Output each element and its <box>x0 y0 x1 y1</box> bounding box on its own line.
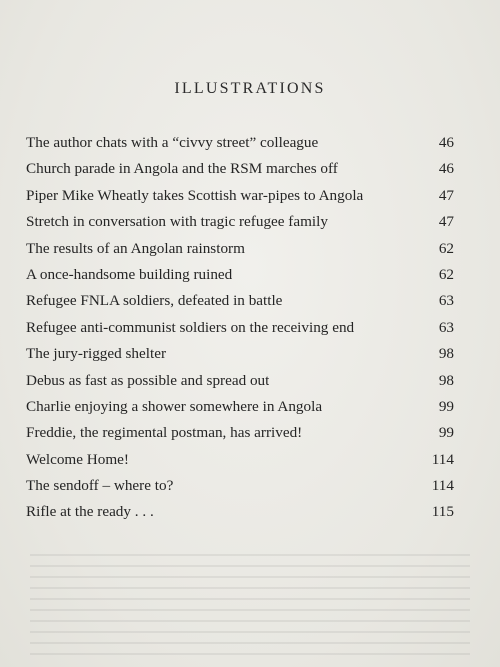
item-title: Welcome Home! <box>26 450 129 468</box>
item-title: Church parade in Angola and the RSM marches off <box>26 160 338 178</box>
item-page-number: 63 <box>438 292 454 310</box>
list-item <box>26 266 454 292</box>
item-title: Rifle at the ready . . . <box>26 503 154 521</box>
item-title: The results of an Angolan rainstorm <box>26 239 245 257</box>
list-item <box>26 503 454 529</box>
item-page-number: 115 <box>431 503 454 521</box>
item-title: Charlie enjoying a shower somewhere in Angola <box>26 397 323 415</box>
list-item <box>26 292 454 318</box>
list-item <box>26 160 454 186</box>
list-item <box>26 451 454 477</box>
list-item <box>26 240 454 266</box>
item-page-number: 98 <box>438 371 454 389</box>
show-through-texture <box>30 545 470 655</box>
list-item <box>26 213 454 239</box>
list-item <box>26 134 454 160</box>
item-page-number: 47 <box>438 186 454 204</box>
item-title: A once-handsome building ruined <box>26 265 233 283</box>
item-page-number: 46 <box>438 160 454 178</box>
item-page-number: 47 <box>438 213 454 231</box>
item-title: Refugee FNLA soldiers, defeated in battle <box>26 292 283 310</box>
list-item <box>26 187 454 213</box>
item-title: The sendoff – where to? <box>26 477 174 495</box>
item-page-number: 62 <box>438 265 454 283</box>
item-title: Refugee anti-communist soldiers on the receiving end <box>26 318 355 336</box>
list-item <box>26 319 454 345</box>
item-page-number: 99 <box>438 424 454 442</box>
item-page-number: 63 <box>438 318 454 336</box>
item-title: The author chats with a “civvy street” colleague <box>26 134 319 151</box>
list-item <box>26 424 454 450</box>
item-page-number: 114 <box>431 450 454 468</box>
item-title: Debus as fast as possible and spread out <box>26 371 270 389</box>
item-page-number: 46 <box>438 134 454 151</box>
list-item <box>26 345 454 371</box>
item-page-number: 114 <box>431 477 454 495</box>
item-title: The jury-rigged shelter <box>26 345 167 363</box>
item-title: Stretch in conversation with tragic refugee family <box>26 213 328 231</box>
item-page-number: 62 <box>438 239 454 257</box>
list-item <box>26 477 454 503</box>
illustrations-list <box>26 134 454 530</box>
item-page-number: 98 <box>438 345 454 363</box>
item-title: Piper Mike Wheatly takes Scottish war-pipes to Angola <box>26 186 364 204</box>
list-item <box>26 372 454 398</box>
page-heading: ILLUSTRATIONS <box>174 80 326 97</box>
list-item <box>26 398 454 424</box>
item-page-number: 99 <box>438 397 454 415</box>
item-title: Freddie, the regimental postman, has arrived! <box>26 424 303 442</box>
